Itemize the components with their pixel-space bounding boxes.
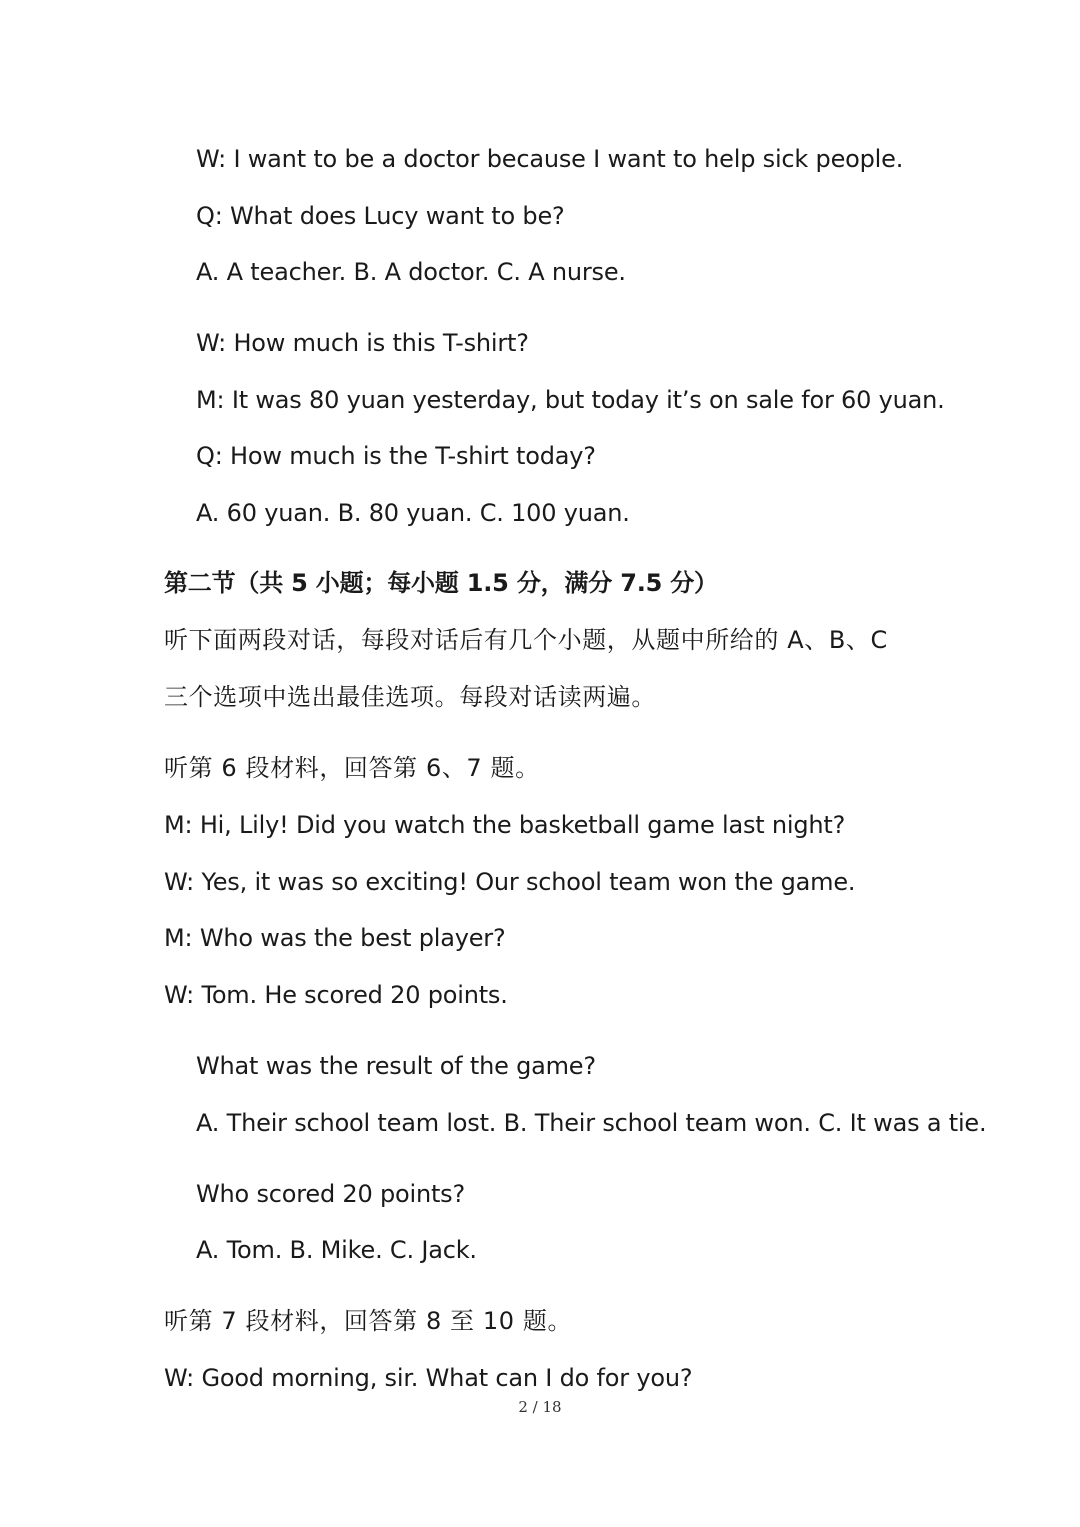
- q7-question: Who scored 20 points?: [196, 1180, 466, 1208]
- dialogue5-options: A. 60 yuan. B. 80 yuan. C. 100 yuan.: [196, 499, 630, 527]
- material7-first-line: W: Good morning, sir. What can I do for you?: [164, 1364, 693, 1392]
- dialogue4-question: Q: What does Lucy want to be?: [196, 202, 565, 230]
- dialogue5-m-line: M: It was 80 yuan yesterday, but today it’s on sale for 60 yuan.: [196, 386, 945, 414]
- material7-intro: 听第 7 段材料，回答第 8 至 10 题。: [164, 1307, 573, 1335]
- material6-line-3: M: Who was the best player?: [164, 924, 506, 952]
- section2-instructions-line1: 听下面两段对话，每段对话后有几个小题，从题中所给的 A、B、C: [164, 626, 888, 654]
- section2-heading: 第二节（共 5 小题；每小题 1.5 分，满分 7.5 分）: [164, 569, 718, 597]
- section2-instructions-line2: 三个选项中选出最佳选项。每段对话读两遍。: [164, 683, 656, 711]
- material6-line-1: M: Hi, Lily! Did you watch the basketball game last night?: [164, 811, 846, 839]
- q6-question: What was the result of the game?: [196, 1052, 596, 1080]
- q6-options: A. Their school team lost. B. Their school team won. C. It was a tie.: [196, 1109, 987, 1137]
- material6-line-4: W: Tom. He scored 20 points.: [164, 981, 508, 1009]
- q7-options: A. Tom. B. Mike. C. Jack.: [196, 1236, 477, 1264]
- dialogue5-w-line: W: How much is this T-shirt?: [196, 329, 529, 357]
- dialogue5-question: Q: How much is the T-shirt today?: [196, 442, 596, 470]
- dialogue4-options: A. A teacher. B. A doctor. C. A nurse.: [196, 258, 626, 286]
- dialogue4-w-line: W: I want to be a doctor because I want to help sick people.: [196, 145, 904, 173]
- page-number: 2 / 18: [518, 1398, 562, 1416]
- material6-intro: 听第 6 段材料，回答第 6、7 题。: [164, 754, 540, 782]
- material6-line-2: W: Yes, it was so exciting! Our school team won the game.: [164, 868, 856, 896]
